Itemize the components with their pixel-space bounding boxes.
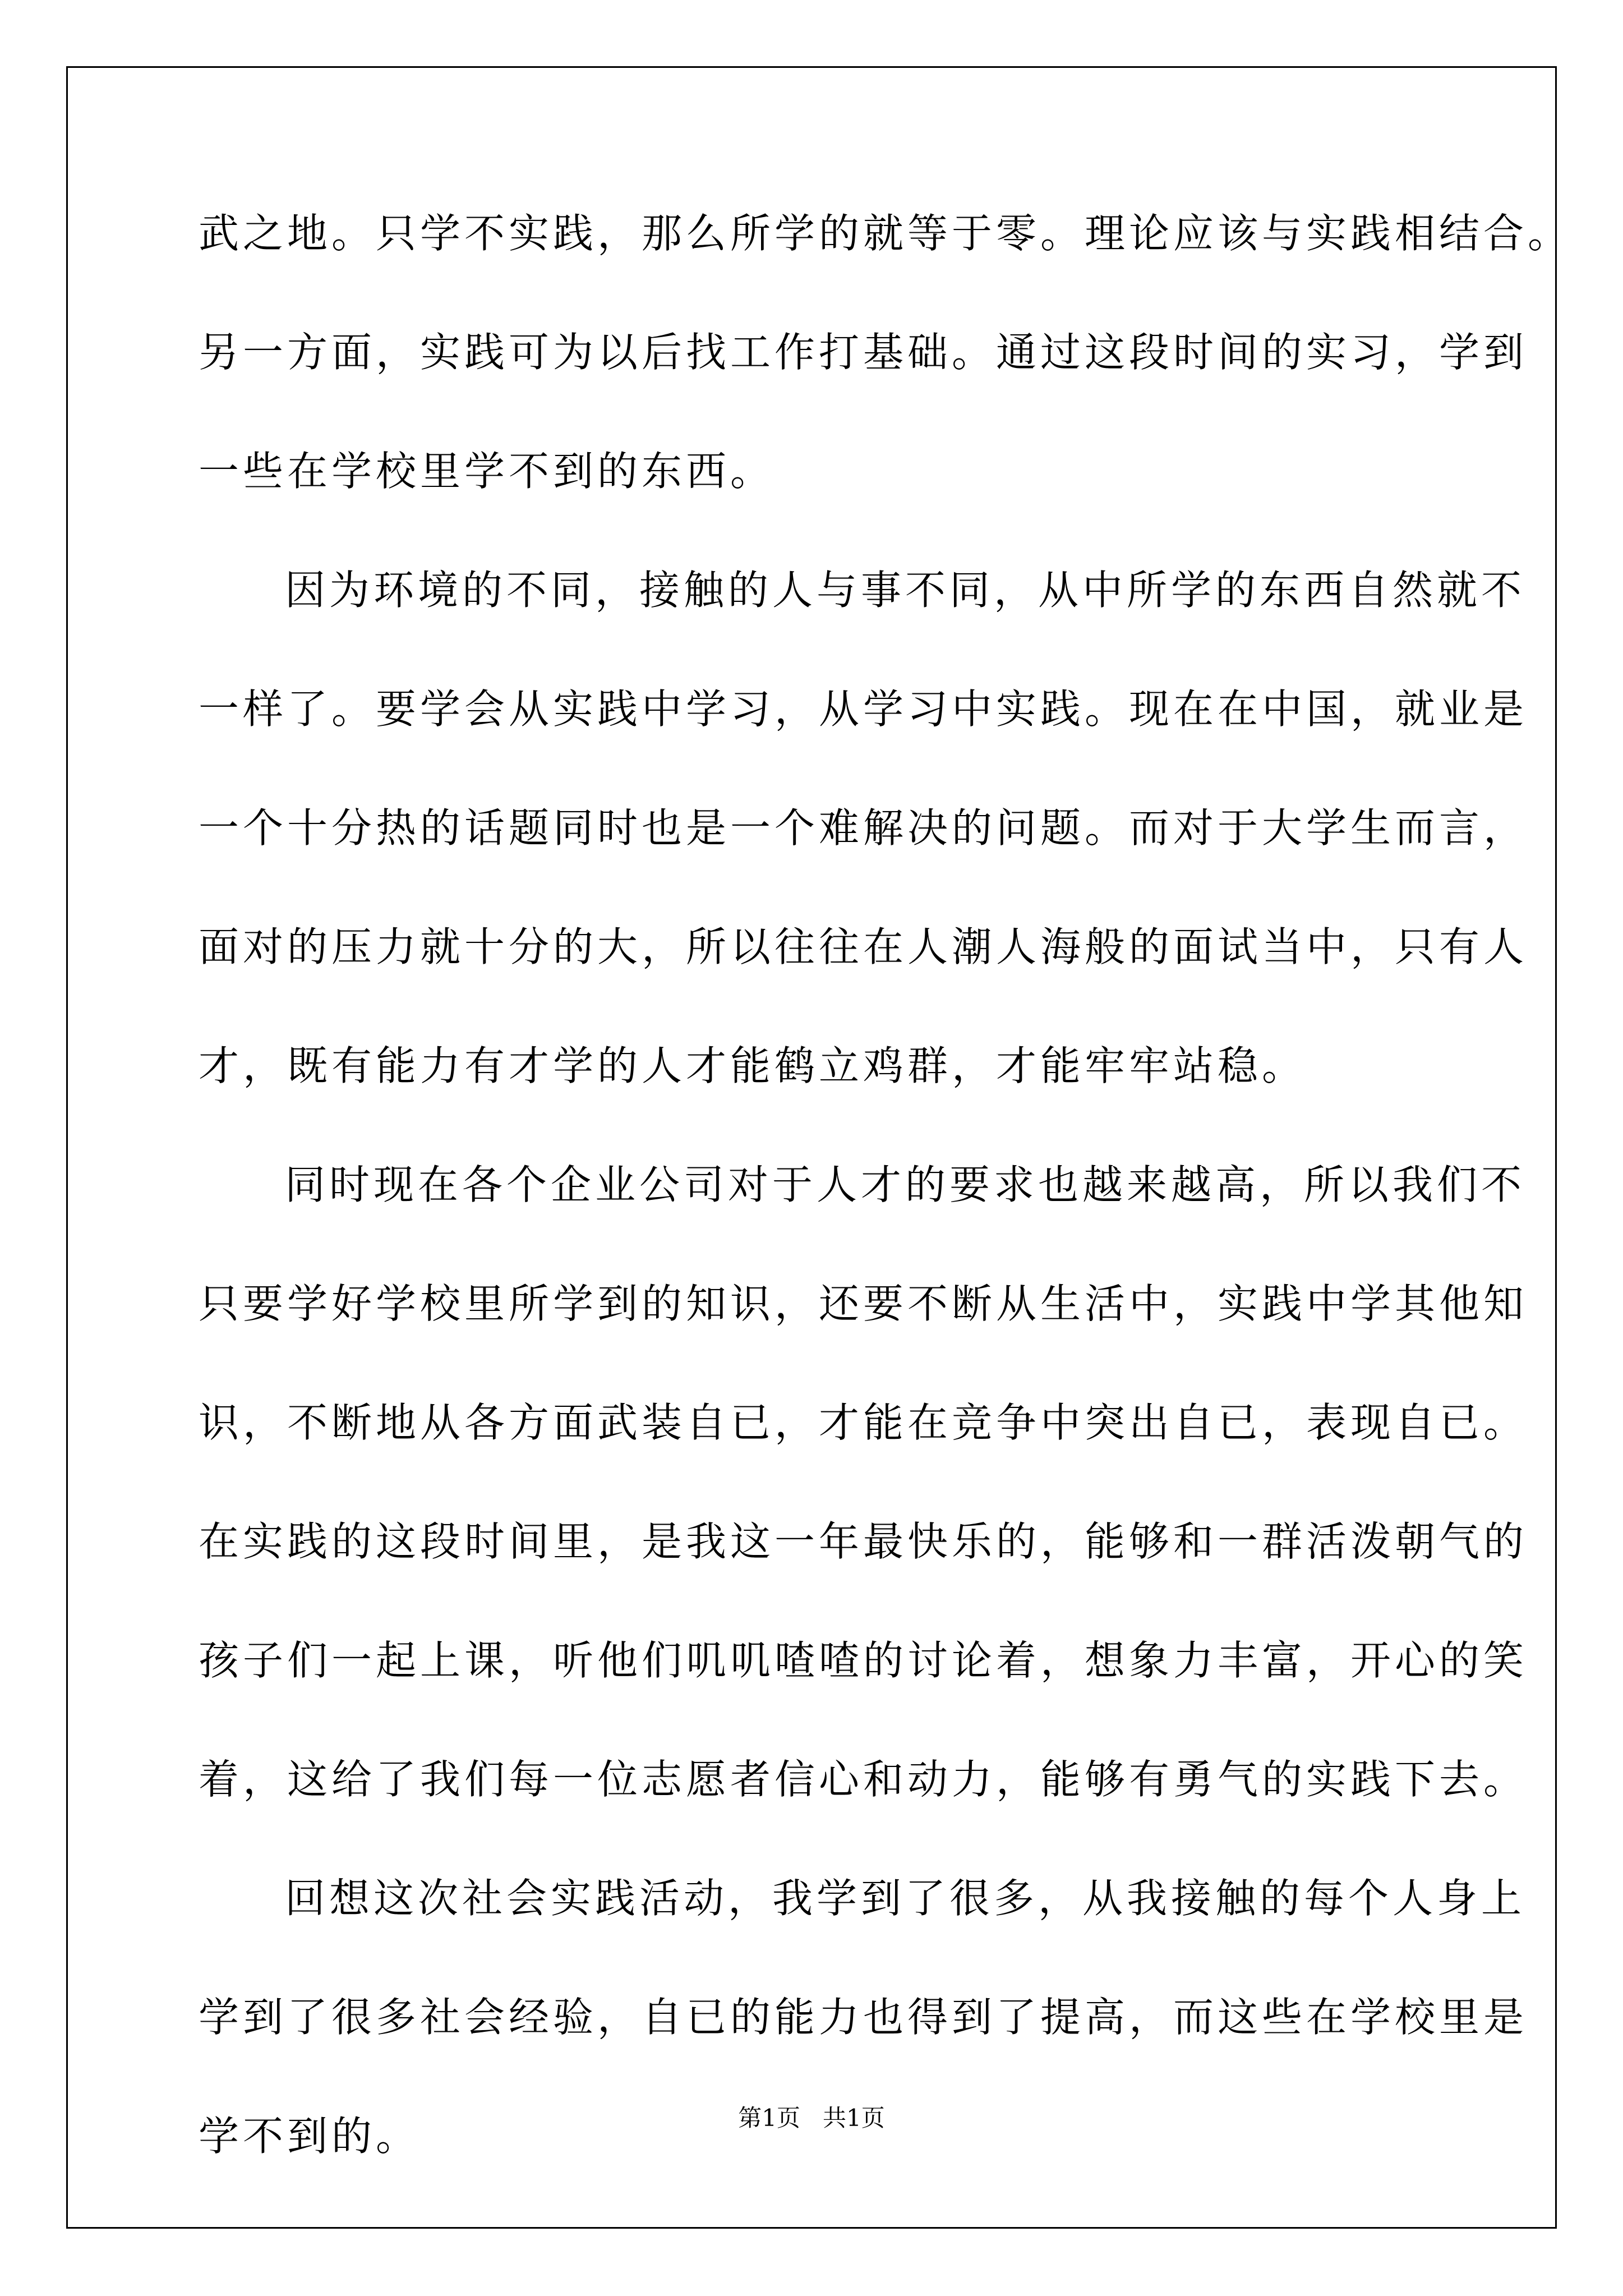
text-line: 一样了。要学会从实践中学习，从学习中实践。现在在中国，就业是 bbox=[199, 685, 1528, 733]
text-line: 着，这给了我们每一位志愿者信心和动力，能够有勇气的实践下去。 bbox=[199, 1756, 1528, 1803]
document-body bbox=[199, 210, 1573, 2235]
text-line: 一些在学校里学不到的东西。 bbox=[199, 448, 775, 495]
text-line: 面对的压力就十分的大，所以往往在人潮人海般的面试当中，只有人 bbox=[199, 923, 1528, 970]
text-line: 武之地。只学不实践，那么所学的就等于零。理论应该与实践相结合。 bbox=[199, 210, 1573, 257]
paragraph-start-line: 因为环境的不同，接触的人与事不同，从中所学的东西自然就不 bbox=[285, 567, 1526, 614]
paragraph-start-line: 回想这次社会实践活动，我学到了很多，从我接触的每个人身上 bbox=[285, 1875, 1526, 1922]
text-line: 孩子们一起上课，听他们叽叽喳喳的讨论着，想象力丰富，开心的笑 bbox=[199, 1637, 1528, 1684]
text-line: 只要学好学校里所学到的知识，还要不断从生活中，实践中学其他知 bbox=[199, 1280, 1528, 1327]
text-line: 学到了很多社会经验，自已的能力也得到了提高，而这些在学校里是 bbox=[199, 1994, 1528, 2041]
text-line: 在实践的这段时间里，是我这一年最快乐的，能够和一群活泼朝气的 bbox=[199, 1518, 1528, 1565]
text-line: 另一方面，实践可为以后找工作打基础。通过这段时间的实习，学到 bbox=[199, 329, 1528, 376]
text-line: 识，不断地从各方面武装自已，才能在竞争中突出自已，表现自已。 bbox=[199, 1399, 1528, 1446]
text-line: 才，既有能力有才学的人才能鹤立鸡群，才能牢牢站稳。 bbox=[199, 1042, 1307, 1089]
text-line: 学不到的。 bbox=[199, 2113, 421, 2160]
paragraph-start-line: 同时现在各个企业公司对于人才的要求也越来越高，所以我们不 bbox=[285, 1161, 1526, 1208]
text-line: 一个十分热的话题同时也是一个难解决的问题。而对于大学生而言， bbox=[199, 804, 1528, 852]
page-number-footer: 第1页 共1页 bbox=[738, 2104, 885, 2132]
